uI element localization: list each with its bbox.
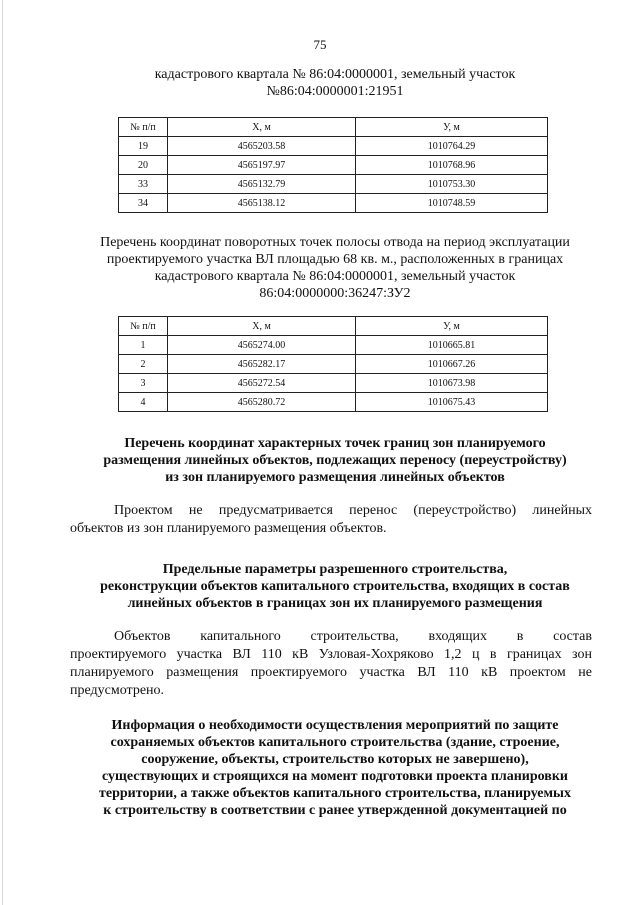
- table-cell: 1010673.98: [356, 374, 548, 393]
- paragraph-line: предусмотрено.: [70, 683, 165, 698]
- title-line: к строительству в соответствии с ранее утвержденной документацией по: [103, 803, 567, 818]
- table2-heading: [70, 234, 600, 302]
- table-cell: 33: [119, 175, 168, 194]
- title-line: линейных объектов в границах зон их планируемого размещения: [127, 596, 543, 611]
- section-title-protection: [70, 717, 600, 819]
- title-line: сооружение, объекты, строительство которых не завершено),: [141, 752, 529, 767]
- column-header: № п/п: [119, 317, 168, 336]
- table-cell: 4565274.00: [168, 336, 356, 355]
- heading-line: Перечень координат поворотных точек полосы отвода на период эксплуатации: [100, 235, 570, 250]
- page-edge-line: [2, 0, 3, 905]
- table-cell: 1010675.43: [356, 393, 548, 412]
- heading-line: №86:04:0000001:21951: [266, 84, 404, 99]
- table-cell: 4565138.12: [168, 194, 356, 213]
- title-line: из зон планируемого размещения линейных объектов: [165, 470, 505, 485]
- page-number: 75: [313, 37, 327, 52]
- column-header: X, м: [168, 118, 356, 137]
- section-title-relocation: [70, 435, 600, 486]
- title-line: Перечень координат характерных точек границ зон планируемого: [124, 436, 546, 451]
- table-cell: 1010764.29: [356, 137, 548, 156]
- table-row: [119, 156, 548, 175]
- table-cell: 1010665.81: [356, 336, 548, 355]
- table-header-row: [119, 317, 548, 336]
- table-row: [119, 336, 548, 355]
- table-cell: 4565280.72: [168, 393, 356, 412]
- paragraph-line: планируемого размещения проектируемого участка ВЛ 110 кВ проектом не: [70, 665, 592, 680]
- paragraph-parameters: [70, 628, 592, 700]
- table-cell: 3: [119, 374, 168, 393]
- column-header: № п/п: [119, 118, 168, 137]
- table-cell: 1010768.96: [356, 156, 548, 175]
- table-row: [119, 355, 548, 374]
- table-cell: 19: [119, 137, 168, 156]
- table-header-row: [119, 118, 548, 137]
- heading-line: кадастрового квартала № 86:04:0000001, земельный участок: [154, 269, 516, 284]
- heading-line: 86:04:0000000:36247:ЗУ2: [259, 286, 411, 301]
- heading-line: проектируемого участка ВЛ площадью 68 кв. м., расположенных в границах: [106, 252, 564, 267]
- table-row: [119, 374, 548, 393]
- coordinates-table-1: [118, 117, 548, 213]
- table-row: [119, 194, 548, 213]
- coordinates-table-2: [118, 316, 548, 412]
- column-header: X, м: [168, 317, 356, 336]
- table-row: [119, 137, 548, 156]
- table-cell: 4565203.58: [168, 137, 356, 156]
- table-cell: 4565272.54: [168, 374, 356, 393]
- table-row: [119, 393, 548, 412]
- title-line: территории, а также объектов капитального строительства, планируемых: [99, 786, 571, 801]
- table-cell: 4565132.79: [168, 175, 356, 194]
- paragraph-line: объектов из зон планируемого размещения объектов.: [70, 521, 387, 536]
- table-cell: 4565282.17: [168, 355, 356, 374]
- title-line: сохраняемых объектов капитального строительства (здание, строение,: [110, 735, 560, 750]
- paragraph-line: Проектом не предусматривается перенос (переустройство) линейных: [114, 503, 592, 518]
- table-cell: 20: [119, 156, 168, 175]
- table-row: [119, 175, 548, 194]
- title-line: Предельные параметры разрешенного строительства,: [162, 562, 508, 577]
- heading-line: кадастрового квартала № 86:04:0000001, земельный участок: [154, 67, 516, 82]
- column-header: У, м: [356, 317, 548, 336]
- section-title-parameters: [70, 561, 600, 612]
- table-cell: 1010753.30: [356, 175, 548, 194]
- table-cell: 34: [119, 194, 168, 213]
- column-header: У, м: [356, 118, 548, 137]
- title-line: Информация о необходимости осуществления мероприятий по защите: [111, 718, 559, 733]
- title-line: размещения линейных объектов, подлежащих переносу (переустройству): [103, 453, 567, 468]
- table-cell: 1: [119, 336, 168, 355]
- paragraph-line: проектируемого участка ВЛ 110 кВ Узловая-Хохряково 1,2 ц в границах зон: [70, 647, 592, 662]
- paragraph-line: Объектов капитального строительства, входящих в состав: [114, 629, 592, 644]
- table1-heading: [70, 66, 600, 100]
- table-cell: 4: [119, 393, 168, 412]
- title-line: существующих и строящихся на момент подготовки проекта планировки: [102, 769, 568, 784]
- paragraph-relocation: [70, 502, 592, 538]
- table-cell: 1010748.59: [356, 194, 548, 213]
- title-line: реконструкции объектов капитального строительства, входящих в состав: [100, 579, 570, 594]
- table-cell: 1010667.26: [356, 355, 548, 374]
- table-cell: 4565197.97: [168, 156, 356, 175]
- table-cell: 2: [119, 355, 168, 374]
